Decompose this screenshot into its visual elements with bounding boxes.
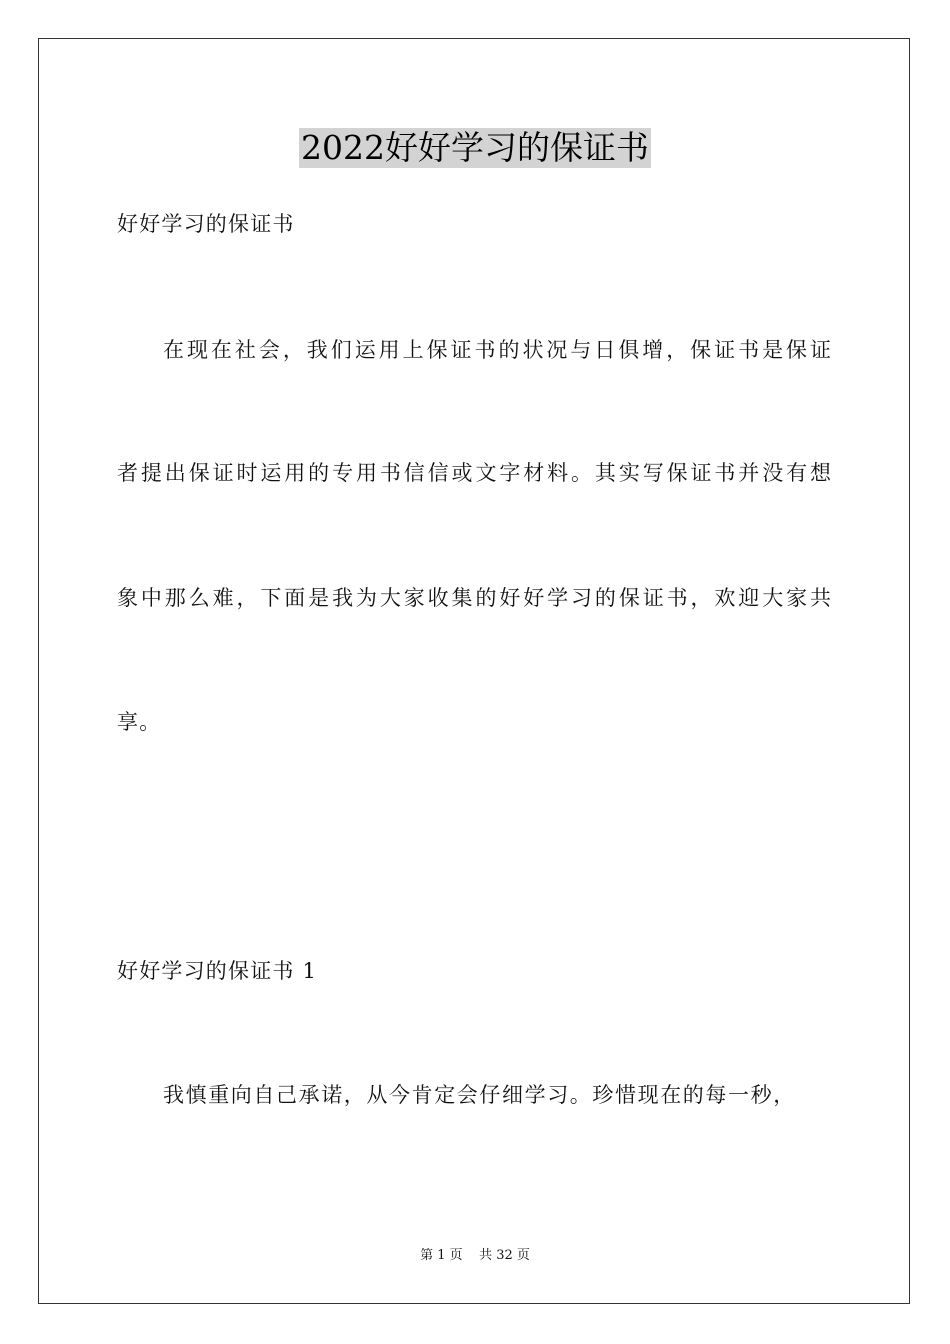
intro-line-4: 享。 [117,710,162,734]
document-title: 2022好好学习的保证书 [301,128,649,167]
intro-line-1: 在现在社会，我们运用上保证书的状况与日俱增，保证书是保证 [163,338,831,362]
intro-line-2: 者提出保证时运用的专用书信信或文字材料。其实写保证书并没有想 [117,461,831,485]
page-number: 第 1 页 共 32 页 [420,1248,530,1263]
title-container [0,128,950,168]
intro-line-3: 象中那么难，下面是我为大家收集的好好学习的保证书，欢迎大家共 [117,586,831,610]
section-line-1: 我慎重向自己承诺，从今肯定会仔细学习。珍惜现在的每一秒， [163,1083,796,1107]
section-heading: 好好学习的保证书 1 [117,959,318,983]
document-subtitle: 好好学习的保证书 [117,212,295,236]
